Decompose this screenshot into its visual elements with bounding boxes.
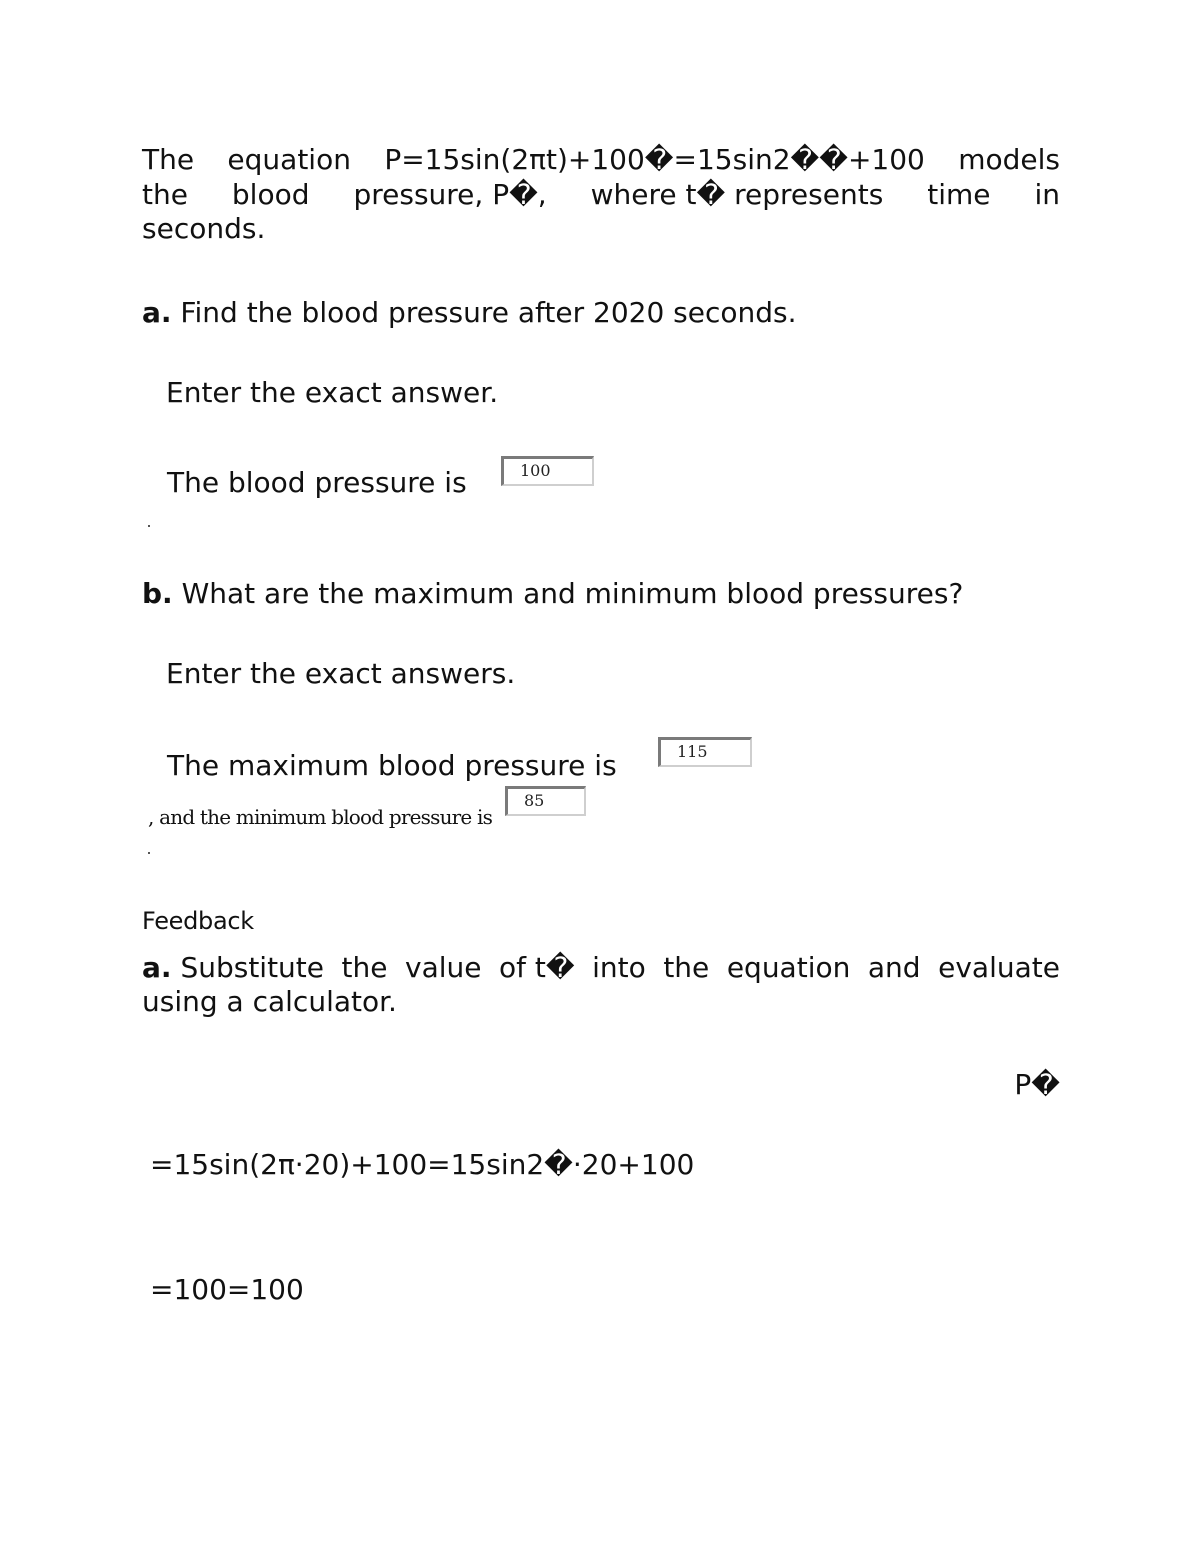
part-a-prompt: The blood pressure is [167,466,467,499]
intro-word: where t� represents [590,178,884,211]
intro-line-1 [142,142,1060,178]
feedback-word: of t� [499,951,575,984]
period-mark [148,525,150,527]
feedback-a-marker: a. [142,951,172,984]
feedback-word: the [663,951,710,984]
part-a-question-text: Find the blood pressure after 2020 seconds. [171,296,797,329]
feedback-a-line-1 [142,950,1060,986]
equation-inline: P=15sin(2πt)+100�=15sin2��+100 [384,143,925,176]
intro-paragraph [142,142,1060,247]
period-mark [148,852,150,854]
intro-word: the [142,178,188,211]
intro-word: time [927,178,991,211]
min-pressure-answer-field[interactable]: 85 [505,786,586,816]
max-pressure-answer-field[interactable]: 115 [658,737,752,767]
feedback-a-lead [142,950,324,986]
intro-word: The [142,143,195,176]
part-b-instruction: Enter the exact answers. [166,657,516,690]
part-b-marker: b. [142,577,173,610]
part-b-question-text: What are the maximum and minimum blood pressures? [172,577,964,610]
feedback-word: the [341,951,388,984]
intro-word: models [958,143,1060,176]
feedback-step-1: =15sin(2π·20)+100=15sin2�·20+100 [150,1148,695,1181]
feedback-word: Substitute [180,951,325,984]
intro-word: equation [227,143,351,176]
intro-line-3: seconds. [142,212,266,245]
part-a-marker: a. [142,296,172,329]
min-pressure-prompt: , and the minimum blood pressure is [148,805,493,829]
intro-word: in [1034,178,1060,211]
part-b-question [142,576,963,612]
feedback-word: equation [726,951,851,984]
feedback-a-line-2: using a calculator. [142,985,397,1018]
feedback-heading: Feedback [142,907,254,935]
feedback-lhs: P� [1014,1068,1060,1101]
feedback-word: into [592,951,646,984]
feedback-word: evaluate [938,951,1060,984]
feedback-word: value [405,951,482,984]
intro-line-2 [142,177,1060,213]
max-pressure-prompt: The maximum blood pressure is [167,749,617,782]
part-a-question [142,295,797,331]
feedback-word: and [867,951,921,984]
part-a-instruction: Enter the exact answer. [166,376,499,409]
feedback-step-2: =100=100 [150,1273,304,1306]
feedback-part-a [142,950,1060,1020]
intro-word: pressure, P�, [353,178,547,211]
intro-word: blood [231,178,310,211]
blood-pressure-answer-field[interactable]: 100 [501,456,594,486]
